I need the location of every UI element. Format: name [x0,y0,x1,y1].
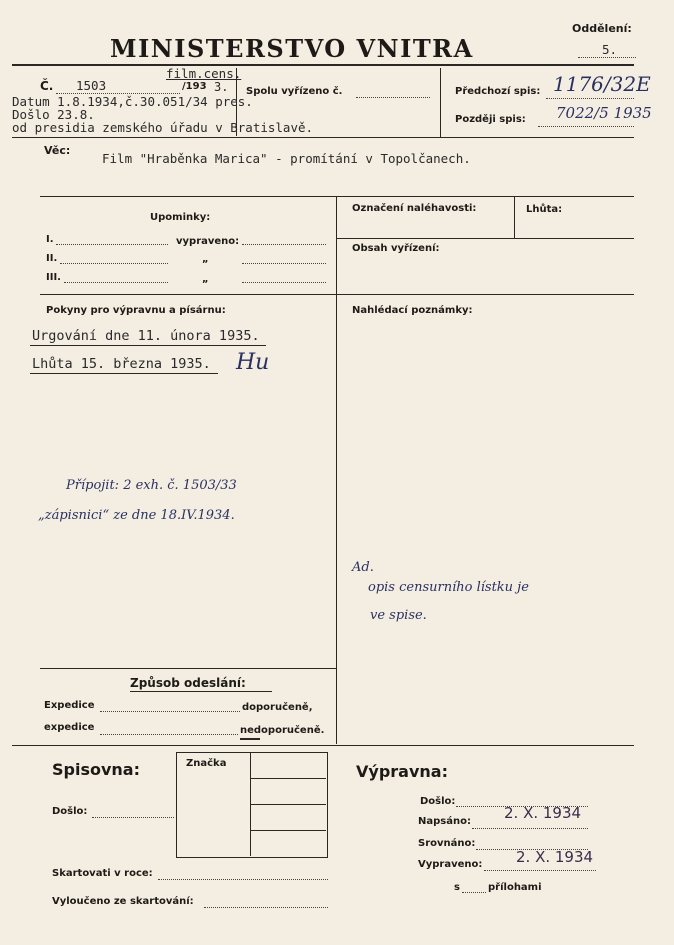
film-cens-label: film.cens. [166,66,242,81]
reminder-row-1-label: I. [46,234,54,245]
related-divider [440,68,441,138]
skartovati-label: Skartovati v roce: [52,868,153,879]
info-rule [12,137,634,138]
initials-handwritten: Hu [236,350,270,375]
pozdejsi-value: 7022/5 1935 [556,104,652,122]
middle-divider [336,196,337,744]
oddeleni-label: Oddělení: [572,22,632,35]
expedice-line-2 [100,734,238,735]
reminder-row-2-line-b [242,263,326,264]
obsah-label: Obsah vyřízení: [352,243,440,254]
vypraveno-line-2 [484,870,596,871]
oddeleni-value: 5. [602,42,618,57]
vec-value: Film "Hraběnka Marica" - promítání v Topolčanech. [102,151,471,166]
year-suffix: 3. [214,80,229,94]
ditto-mark-1: „ [202,254,209,265]
nedoporuceno-label: nedoporučeně. [240,725,325,736]
vylouceno-label: Vyloučeno ze skartování: [52,896,194,907]
notes-handwritten-2: opis censurního lístku je [368,580,529,595]
napsano-label: Napsáno: [418,816,471,827]
oddeleni-line [578,57,636,58]
lhuta-label: Lhůta: [526,204,563,215]
prilohami-label: přílohami [488,882,542,893]
cislo-label: Č. [40,79,54,93]
bottom-rule [12,745,634,746]
lhuta-divider [514,196,515,238]
subject-rule [40,196,634,197]
ditto-mark-2: „ [202,274,209,285]
vypraveno-line [242,244,326,245]
expedice-label-2: expedice [44,722,95,733]
predchozi-label: Předchozí spis: [455,86,541,97]
vypraveno-label-2: Vypraveno: [418,859,483,870]
vypravna-title: Výpravna: [356,762,448,781]
reminder-row-2-label: II. [46,253,58,264]
skartovati-line [158,879,328,880]
instruction-line-1: Urgování dne 11. února 1935. [32,328,260,344]
vypraveno-stamp: 2. X. 1934 [516,848,594,866]
datum-text: Datum 1.8.1934,č.30.051/34 pres. [12,94,253,109]
notes-handwritten-3: ve spise. [370,608,427,623]
instruction-line-2: Lhůta 15. března 1935. [32,356,211,372]
doporuceno-label: doporučeně, [242,702,313,713]
spisovna-doslo-label: Došlo: [52,806,88,817]
vec-label: Věc: [44,144,71,157]
predchozi-value: 1176/32E [553,72,651,96]
vypraveno-label: vypraveno: [176,236,240,247]
napsano-line [472,828,588,829]
predchozi-line [546,98,634,99]
srovnano-label: Srovnáno: [418,838,476,849]
spisovna-title: Spisovna: [52,760,140,779]
reminder-row-3-label: III. [46,272,61,283]
od-text: od presidia zemského úřadu v Bratislavě. [12,120,314,135]
ministry-title: MINISTERSTVO VNITRA [110,34,474,63]
napsano-stamp: 2. X. 1934 [504,804,582,822]
instruction-underline-1 [30,345,266,346]
urgency-rule [336,238,634,239]
notes-handwritten-1: Ad. [352,560,374,575]
reminders-rule [40,294,634,295]
reminder-row-2-line [60,263,168,264]
cislo-value: 1503 [76,78,107,93]
reminder-row-3-line [64,282,168,283]
pozdejsi-label: Později spis: [455,114,526,125]
vylouceno-line [204,907,328,908]
znacka-cell-rule-1 [250,778,326,779]
doslo-text: Došlo 23.8. [12,107,95,122]
header-rule [12,64,634,66]
upominky-label: Upominky: [150,212,211,223]
prilohami-prefix: s [454,882,460,893]
pozdejsi-line [538,126,634,127]
spisovna-doslo-line [92,817,174,818]
dispatch-title: Způsob odeslání: [130,676,246,690]
expedice-line-1 [100,711,240,712]
vypravna-doslo-label: Došlo: [420,796,456,807]
pokyny-label: Pokyny pro výpravnu a písárnu: [46,305,226,316]
expedice-label-1: Expedice [44,700,95,711]
dispatch-title-underline [130,691,272,692]
znacka-label: Značka [186,758,227,769]
reminder-row-1-line [56,244,168,245]
instruction-underline-2 [30,373,218,374]
reminder-row-3-line-b [242,282,326,283]
spolu-label: Spolu vyřízeno č. [246,86,343,97]
nedoporuceno-mark [240,738,260,740]
dispatch-rule [40,668,336,669]
handwritten-note-2: „zápisnici“ ze dne 18.IV.1934. [38,508,235,523]
spolu-line [356,97,430,98]
znacka-cell-rule-3 [250,830,326,831]
nahledaci-label: Nahlédací poznámky: [352,305,473,316]
znacka-cell-rule-2 [250,804,326,805]
oznaceni-label: Označení naléhavosti: [352,203,477,214]
prilohami-line [462,892,486,893]
year-label: /193 [182,81,207,92]
handwritten-note-1: Přípojit: 2 exh. č. 1503/33 [66,478,237,493]
